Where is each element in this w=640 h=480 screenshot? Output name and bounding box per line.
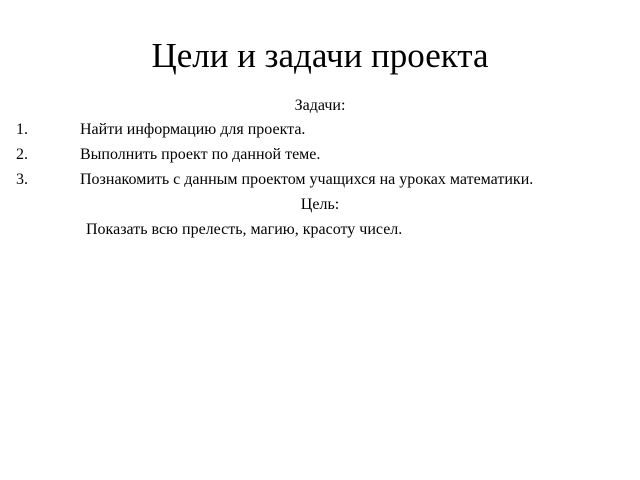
task-number: 1. bbox=[16, 121, 28, 138]
task-text: Выполнить проект по данной теме. bbox=[80, 146, 321, 163]
tasks-heading: Задачи: bbox=[294, 97, 346, 114]
task-item bbox=[0, 120, 640, 145]
goal-heading: Цель: bbox=[300, 196, 340, 213]
task-number: 3. bbox=[16, 171, 28, 188]
task-list bbox=[0, 120, 640, 195]
task-item bbox=[0, 170, 640, 195]
goal-text: Показать всю прелесть, магию, красоту чисел. bbox=[86, 221, 403, 238]
task-number: 2. bbox=[16, 146, 28, 163]
task-text: Найти информацию для проекта. bbox=[80, 121, 306, 138]
slide-title: Цели и задачи проекта bbox=[151, 36, 489, 75]
task-item bbox=[0, 145, 640, 170]
task-text: Познакомить с данным проектом учащихся на уроках математики. bbox=[80, 171, 534, 188]
